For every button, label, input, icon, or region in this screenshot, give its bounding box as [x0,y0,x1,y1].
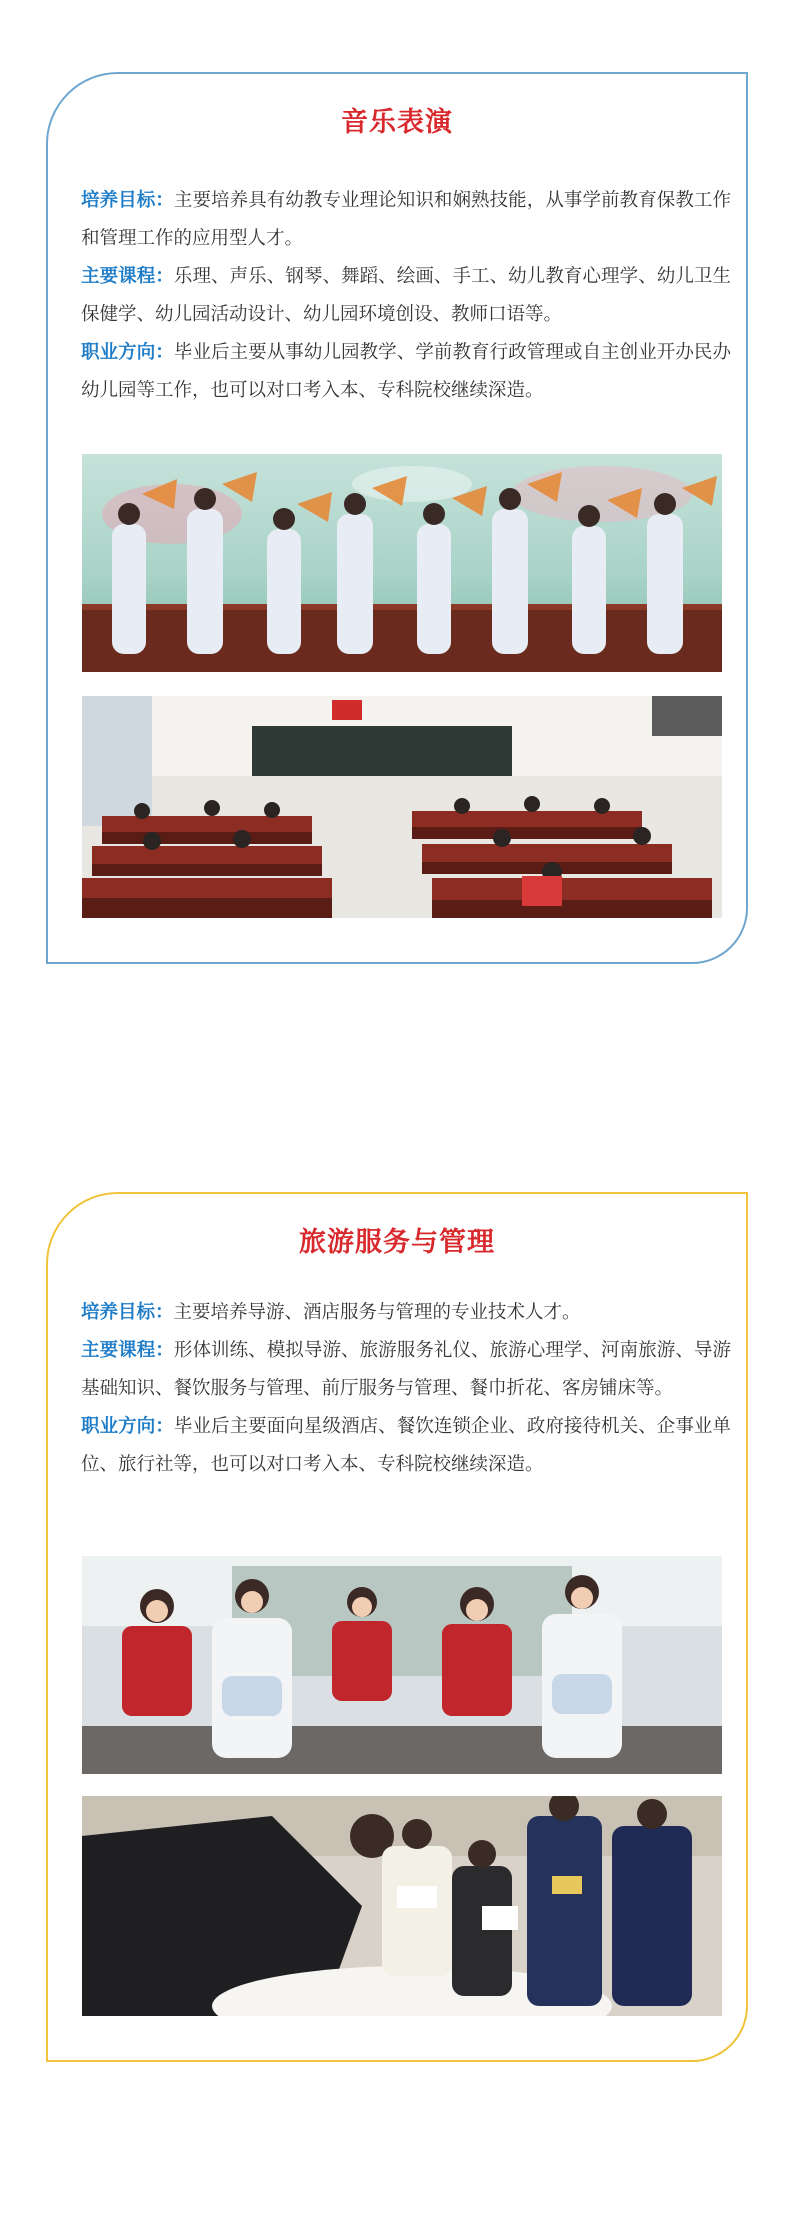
goal-label: 培养目标： [81,1302,174,1323]
goal-label: 培养目标： [81,190,174,211]
tourism-management-card [46,1192,748,2062]
career-text: 毕业后主要面向星级酒店、餐饮连锁企业、政府接待机关、企事业单位、旅行社等，也可以对口考入本、专科院校继续深造。 [81,1416,731,1475]
career-paragraph [81,334,731,410]
section-title: 音乐表演 [341,107,453,138]
courses-text: 形体训练、模拟导游、旅游服务礼仪、旅游心理学、河南旅游、导游基础知识、餐饮服务与管理、前厅服务与管理、餐巾折花、客房铺床等。 [81,1340,731,1399]
section-description [81,1294,731,1484]
career-paragraph [81,1408,731,1484]
goal-paragraph [81,1294,731,1332]
piano-classroom-photo [82,696,722,918]
courses-paragraph [81,258,731,334]
career-text: 毕业后主要从事幼儿园教学、学前教育行政管理或自主创业开办民办幼儿园等工作，也可以对口考入本、专科院校继续深造。 [81,342,731,401]
career-label: 职业方向： [81,342,174,363]
table-setting-photo [82,1796,722,2016]
goal-text: 主要培养导游、酒店服务与管理的专业技术人才。 [173,1302,581,1323]
goal-text: 主要培养具有幼教专业理论知识和娴熟技能，从事学前教育保教工作和管理工作的应用型人才。 [81,190,731,249]
section-title: 旅游服务与管理 [299,1227,495,1258]
music-performance-card [46,72,748,964]
career-label: 职业方向： [81,1416,174,1437]
courses-label: 主要课程： [81,1340,174,1361]
fan-dance-photo [82,454,722,672]
courses-text: 乐理、声乐、钢琴、舞蹈、绘画、手工、幼儿教育心理学、幼儿卫生保健学、幼儿园活动设计、幼儿园环境创设、教师口语等。 [81,266,731,325]
section-description [81,182,731,410]
courses-paragraph [81,1332,731,1408]
courses-label: 主要课程： [81,266,174,287]
goal-paragraph [81,182,731,258]
etiquette-training-photo [82,1556,722,1774]
